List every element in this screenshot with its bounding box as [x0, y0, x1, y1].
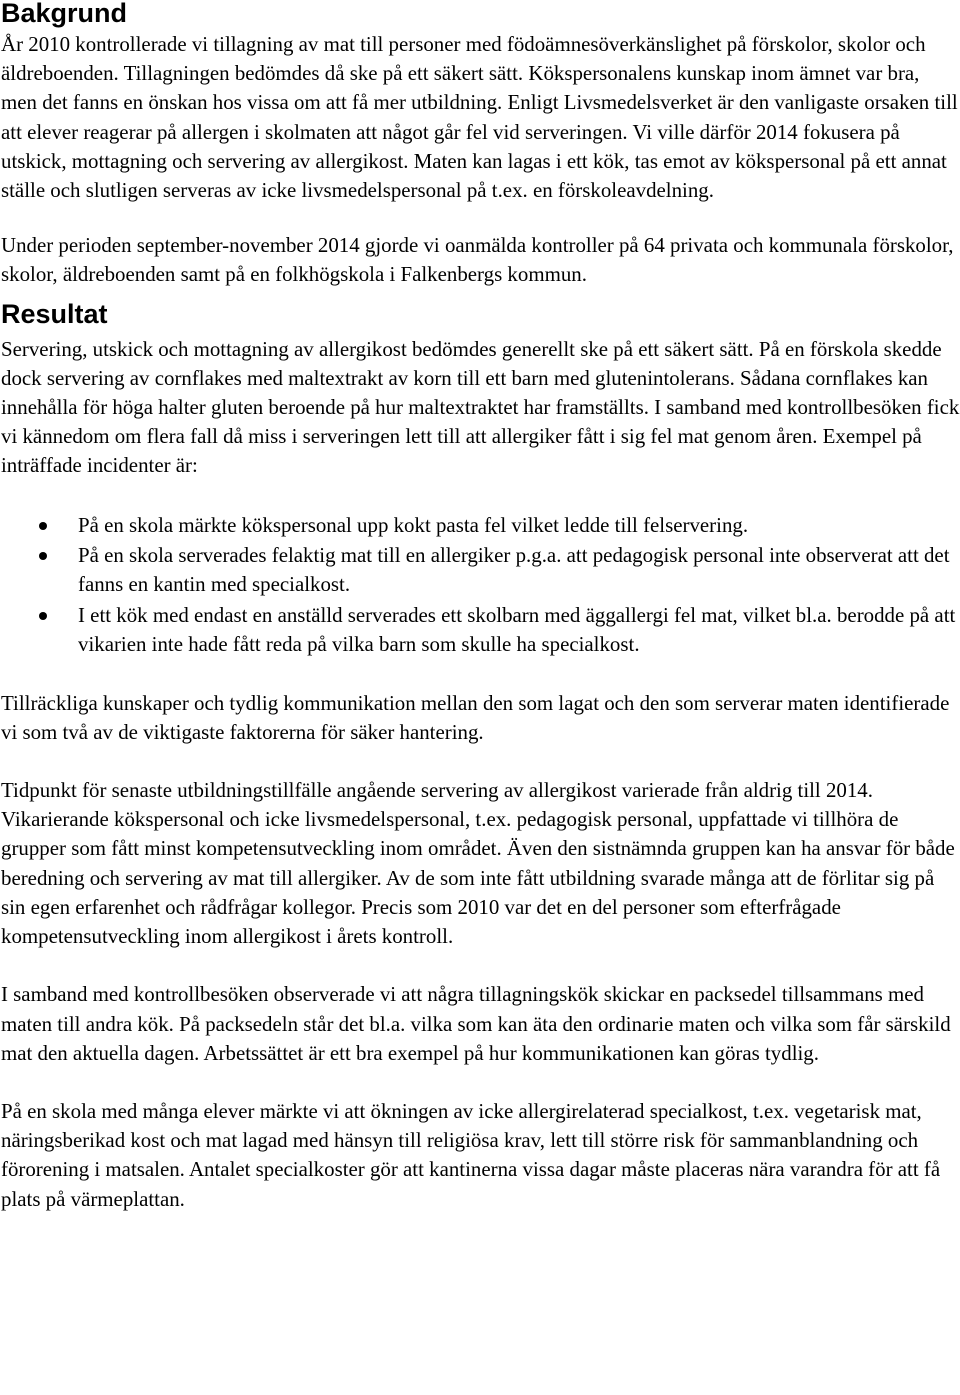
list-item [1, 511, 960, 540]
paragraph-inspection-period: Under perioden september-november 2014 gjorde vi oanmälda kontroller på 64 privata och kommunala förskolor, skolor, äldreboenden samt på en folkhögskola i Falkenbergs kommun. [1, 233, 954, 287]
spacer [1, 747, 960, 776]
list-item-text: På en skola märkte kökspersonal upp kokt pasta fel vilket ledde till felservering. [78, 512, 749, 537]
spacer [1, 481, 960, 511]
paragraph-training: Tidpunkt för senaste utbildningstillfälle angående servering av allergikost varierade från aldrig till 2014. Vikarierande kökspersonal och icke livsmedelspersonal, t.ex. pedagogisk personal, uppfattade vi tillhöra de grupper som fått minst kompetensutveckling inom området. Även den sistnämnda gruppen kan ha ansvar för både beredning och servering av mat till allergiker. Av de som inte fått utbildning svarade många att de förlitar sig på sin egen erfarenhet och rådfrågar kollegor. Precis som 2010 var det en del personer som efterfrågade kompetensutveckling inom allergikost i årets kontroll. [1, 778, 955, 949]
list-item-text: På en skola serverades felaktig mat till en allergiker p.g.a. att pedagogisk personal inte observerat att det fanns en kantin med specialkost. [78, 543, 950, 597]
list-item-text: I ett kök med endast en anställd serverades ett skolbarn med äggallergi fel mat, vilket bl.a. berodde på att vikarien inte hade fått reda på vilka barn som skulle ha specialkost. [78, 602, 956, 657]
spacer [1, 661, 960, 689]
bullet-icon [39, 552, 47, 560]
spacer [1, 205, 960, 231]
bullet-icon [39, 612, 47, 620]
heading-bakgrund: Bakgrund [1, 0, 128, 28]
paragraph-special-diets: På en skola med många elever märkte vi att ökningen av icke allergirelaterad specialkost, t.ex. vegetarisk mat, näringsberikad kost och mat lagad med hänsyn till religiösa krav, lett till större risk för sammanblandning och förorening i matsalen. Antalet specialkoster gör att kantinerna vissa dagar måste placeras nära varandra för att få plats på värmeplattan. [1, 1098, 941, 1211]
bullet-icon [39, 522, 47, 530]
paragraph-background-intro: År 2010 kontrollerade vi tillagning av mat till personer med födoämnesöverkänslighet på förskolor, skolor och äldreboenden. Tillagningen bedömdes då ske på ett säkert sätt. Kökspersonalens kunskap inom ämnet var bra, men det fanns en önskan hos vissa om att få mer utbildning. Enligt Livsmedelsverket är den vanligaste orsaken till att elever reagerar på allergen i skolmaten att något går fel vid serveringen. Vi ville därför 2014 fokusera på utskick, mottagning och servering av allergikost. Maten kan lagas i ett kök, tas emot av kökspersonal på ett annat ställe och slutligen serveras av icke livsmedelspersonal på t.ex. en förskoleavdelning. [1, 32, 958, 203]
heading-resultat: Resultat [1, 298, 108, 329]
incident-list [1, 511, 960, 660]
paragraph-results: Servering, utskick och mottagning av allergikost bedömdes generellt ske på ett säkert sätt. På en förskola skedde dock servering av cornflakes med maltextrakt av korn till ett barn med glutenintolerans. Sådana cornflakes kan innehålla för höga halter gluten beroende på hur maltextraktet har framställts. I samband med kontrollbesöken fick vi kännedom om flera fall då miss i serveringen lett till att allergiker fått i sig fel mat genom åren. Exempel på inträffade incidenter är: [1, 336, 960, 478]
list-item [1, 601, 960, 660]
list-item [1, 541, 960, 600]
spacer [1, 951, 960, 980]
paragraph-communication: Tillräckliga kunskaper och tydlig kommunikation mellan den som lagat och den som serverar maten identifierade vi som två av de viktigaste faktorerna för säker hantering. [1, 690, 950, 744]
paragraph-packing-slip: I samband med kontrollbesöken observerade vi att några tillagningskök skickar en packsedel tillsammans med maten till andra kök. På packsedeln står det bl.a. vilka som kan äta den ordinarie maten och vilka som får särskild mat den aktuella dagen. Arbetssättet är ett bra exempel på hur kommunikationen kan göras tydlig. [1, 982, 951, 1065]
spacer [1, 1068, 960, 1097]
